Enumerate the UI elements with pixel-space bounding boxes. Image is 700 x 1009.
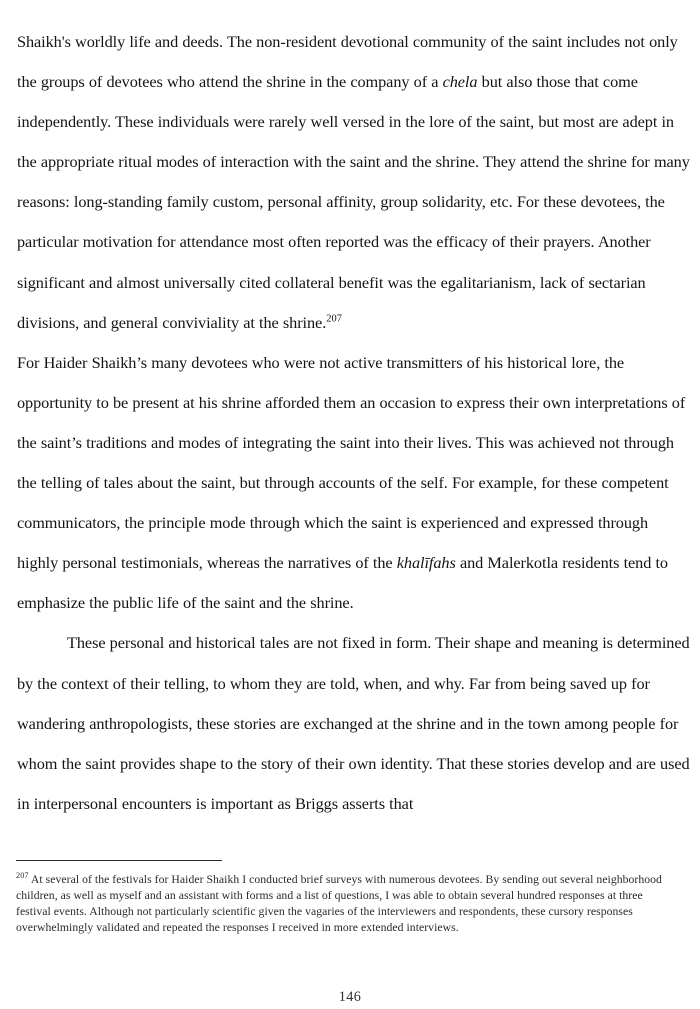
text-run: Shaikh's worldly life and deeds. The non-resident devotional community of the saint includes not only the groups of devotees who attend the shrine in the company of a: [17, 32, 678, 92]
footnote-207: [16, 872, 680, 936]
text-run: and Malerkotla residents tend to emphasize the public life of the saint and the shrine.: [17, 553, 668, 613]
footnote-separator-rule: [16, 860, 222, 861]
footnote-text: At several of the festivals for Haider Shaikh I conducted brief surveys with numerous devotees. By sending out several neighborhood children, as well as myself and an assistant with forms and a list of questions, I was able to obtain several hundred responses at three festival events. Although not particularly scientific given the vagaries of the interviewers and respondents, these cursory responses overwhelmingly validated and repeated the responses I received in more extended interviews.: [16, 873, 662, 935]
italic-term: chela: [442, 72, 478, 92]
page-number: 146: [338, 989, 362, 1005]
italic-term: khalīfahs: [396, 553, 456, 573]
body-text-block: [17, 22, 693, 824]
footnote-number: 207: [16, 871, 29, 881]
paragraph-1: [17, 22, 693, 343]
text-run: For Haider Shaikh’s many devotees who were not active transmitters of his historical lore, the opportunity to be present at his shrine afforded them an occasion to express their own interpretations of the saint’s traditions and modes of integrating the saint into their lives. This was achieved not through the telling of tales about the saint, but through accounts of the self. For example, for these competent communicators, the principle mode through which the saint is experienced and expressed through highly personal testimonials, whereas the narratives of the: [17, 352, 686, 573]
text-run: These personal and historical tales are not fixed in form. Their shape and meaning is determined by the context of their telling, to whom they are told, when, and why. Far from being saved up for wandering anthropologists, these stories are exchanged at the shrine and in the town among people for whom the saint provides shape to the story of their own identity. That these stories develop and are used in interpersonal encounters is important as Briggs asserts that: [17, 633, 690, 813]
text-run: but also those that come independently. These individuals were rarely well versed in the lore of the saint, but most are adept in the appropriate ritual modes of interaction with the saint and the shrine. They attend the shrine for many reasons: long-standing family custom, personal affinity, group solidarity, etc. For these devotees, the particular motivation for attendance most often reported was the efficacy of their prayers. Another significant and almost universally cited collateral benefit was the egalitarianism, lack of sectarian divisions, and general conviviality at the shrine.: [17, 72, 690, 332]
footnote-reference: 207: [326, 313, 343, 325]
paragraph-3: [17, 623, 693, 823]
paragraph-2: [17, 343, 693, 624]
